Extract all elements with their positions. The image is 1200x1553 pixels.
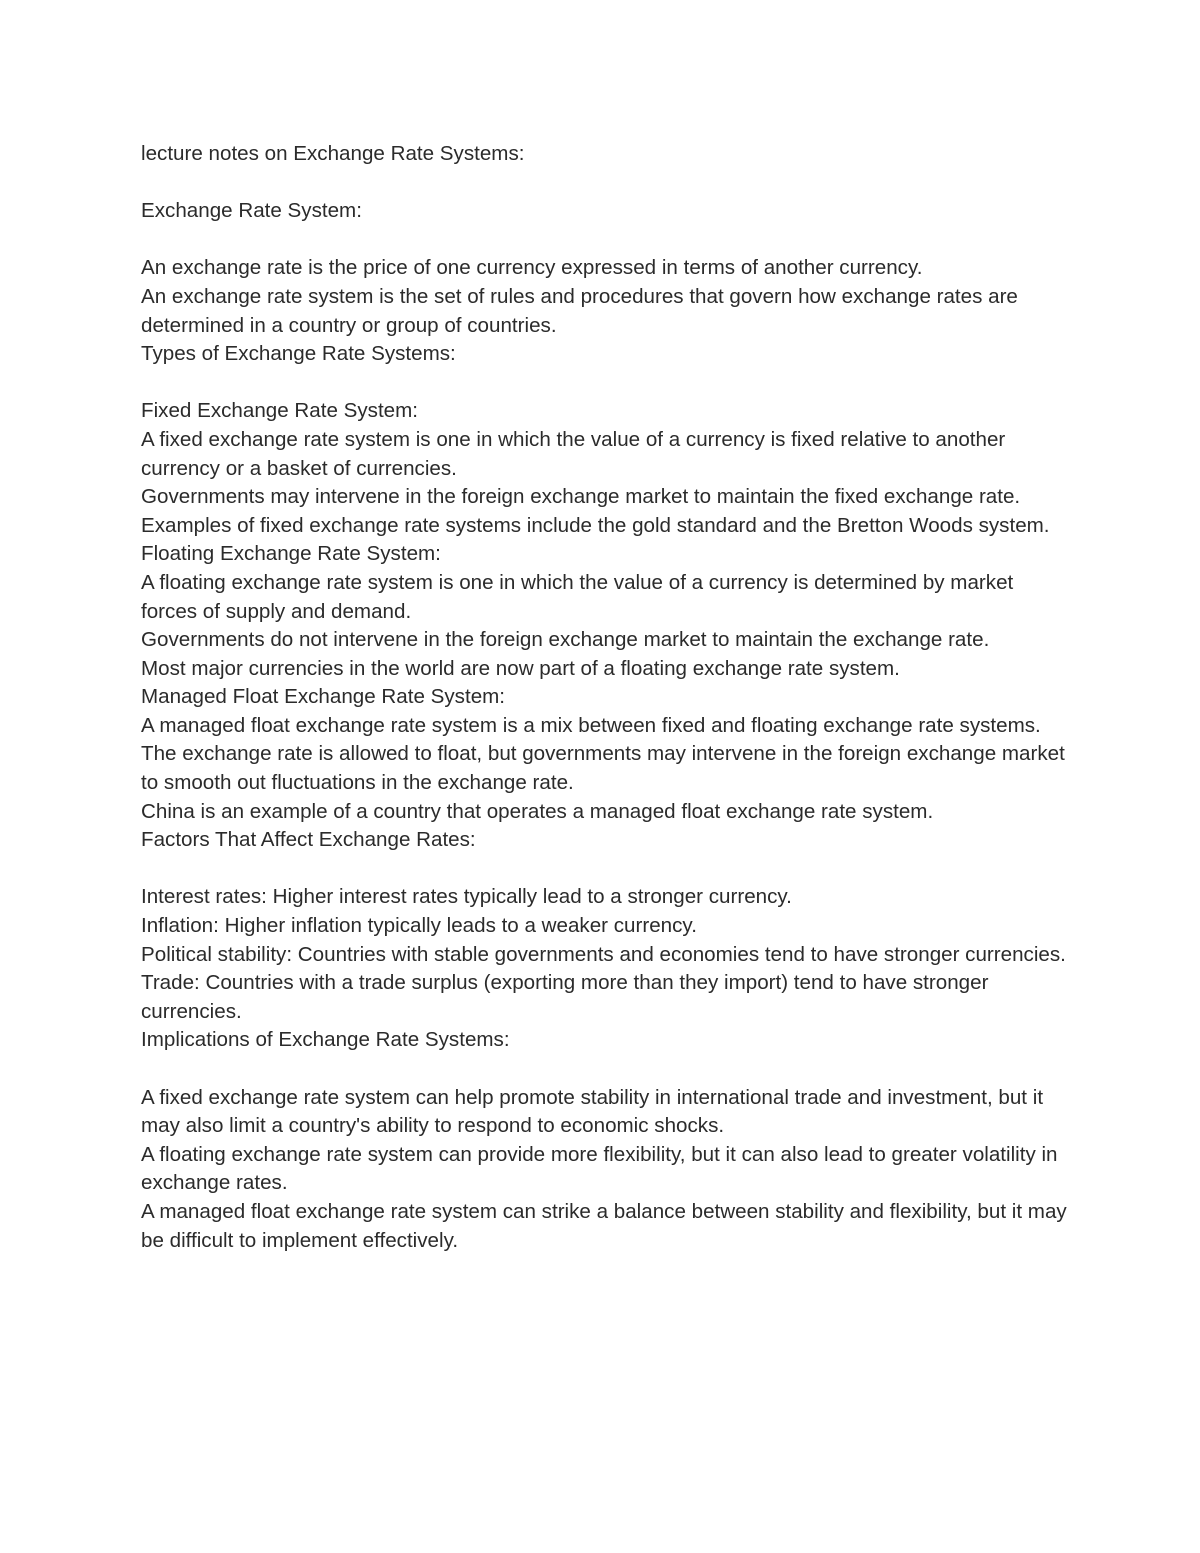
floating-paragraph: Most major currencies in the world are now part of a floating exchange rate system. — [141, 656, 900, 680]
factor-item: Political stability: Countries with stable governments and economies tend to have stronger currencies. — [141, 942, 1066, 966]
implications-heading: Implications of Exchange Rate Systems: — [141, 1028, 510, 1052]
implication-item: A floating exchange rate system can provide more flexibility, but it can also lead to greater volatility in exchange rates. — [141, 1142, 1064, 1195]
document-title: lecture notes on Exchange Rate Systems: — [141, 142, 525, 165]
factor-item: Trade: Countries with a trade surplus (exporting more than they import) tend to have stronger currencies. — [141, 971, 995, 1023]
blank-line — [141, 1055, 1071, 1084]
fixed-paragraph: Governments may intervene in the foreign exchange market to maintain the fixed exchange rate. — [141, 485, 1021, 509]
implication-item: A fixed exchange rate system can help promote stability in international trade and investment, but it may also limit a country's ability to respond to economic shocks. — [141, 1085, 1049, 1138]
blank-line — [141, 226, 1071, 255]
intro-paragraph: An exchange rate is the price of one currency expressed in terms of another currency. — [141, 256, 923, 280]
floating-paragraph: A floating exchange rate system is one in which the value of a currency is determined by market forces of supply and demand. — [141, 570, 1019, 623]
managed-paragraph: A managed float exchange rate system is a mix between fixed and floating exchange rate systems. — [141, 713, 1041, 737]
blank-line — [141, 855, 1071, 884]
factor-item: Inflation: Higher inflation typically leads to a weaker currency. — [141, 914, 697, 938]
document-body — [141, 140, 1071, 1255]
factors-heading: Factors That Affect Exchange Rates: — [141, 828, 476, 852]
intro-paragraph: An exchange rate system is the set of rules and procedures that govern how exchange rates are determined in a country or group of countries. — [141, 284, 1024, 337]
floating-paragraph: Governments do not intervene in the foreign exchange market to maintain the exchange rate. — [141, 628, 990, 652]
managed-paragraph: The exchange rate is allowed to float, but governments may intervene in the foreign exchange market to smooth out fluctuations in the exchange rate. — [141, 742, 1071, 795]
section-heading: Exchange Rate System: — [141, 199, 362, 223]
fixed-paragraph: A fixed exchange rate system is one in which the value of a currency is fixed relative to another currency or a basket of currencies. — [141, 427, 1011, 480]
fixed-heading: Fixed Exchange Rate System: — [141, 399, 418, 423]
blank-line — [141, 369, 1071, 398]
implication-item: A managed float exchange rate system can strike a balance between stability and flexibility, but it may be difficult to implement effectively. — [141, 1199, 1073, 1252]
managed-heading: Managed Float Exchange Rate System: — [141, 685, 506, 709]
types-heading: Types of Exchange Rate Systems: — [141, 342, 456, 366]
fixed-paragraph: Examples of fixed exchange rate systems include the gold standard and the Bretton Woods system. — [141, 513, 1050, 537]
managed-paragraph: China is an example of a country that operates a managed float exchange rate system. — [141, 799, 934, 823]
factor-item: Interest rates: Higher interest rates typically lead to a stronger currency. — [141, 885, 792, 909]
floating-heading: Floating Exchange Rate System: — [141, 542, 441, 566]
blank-line — [141, 169, 1071, 198]
